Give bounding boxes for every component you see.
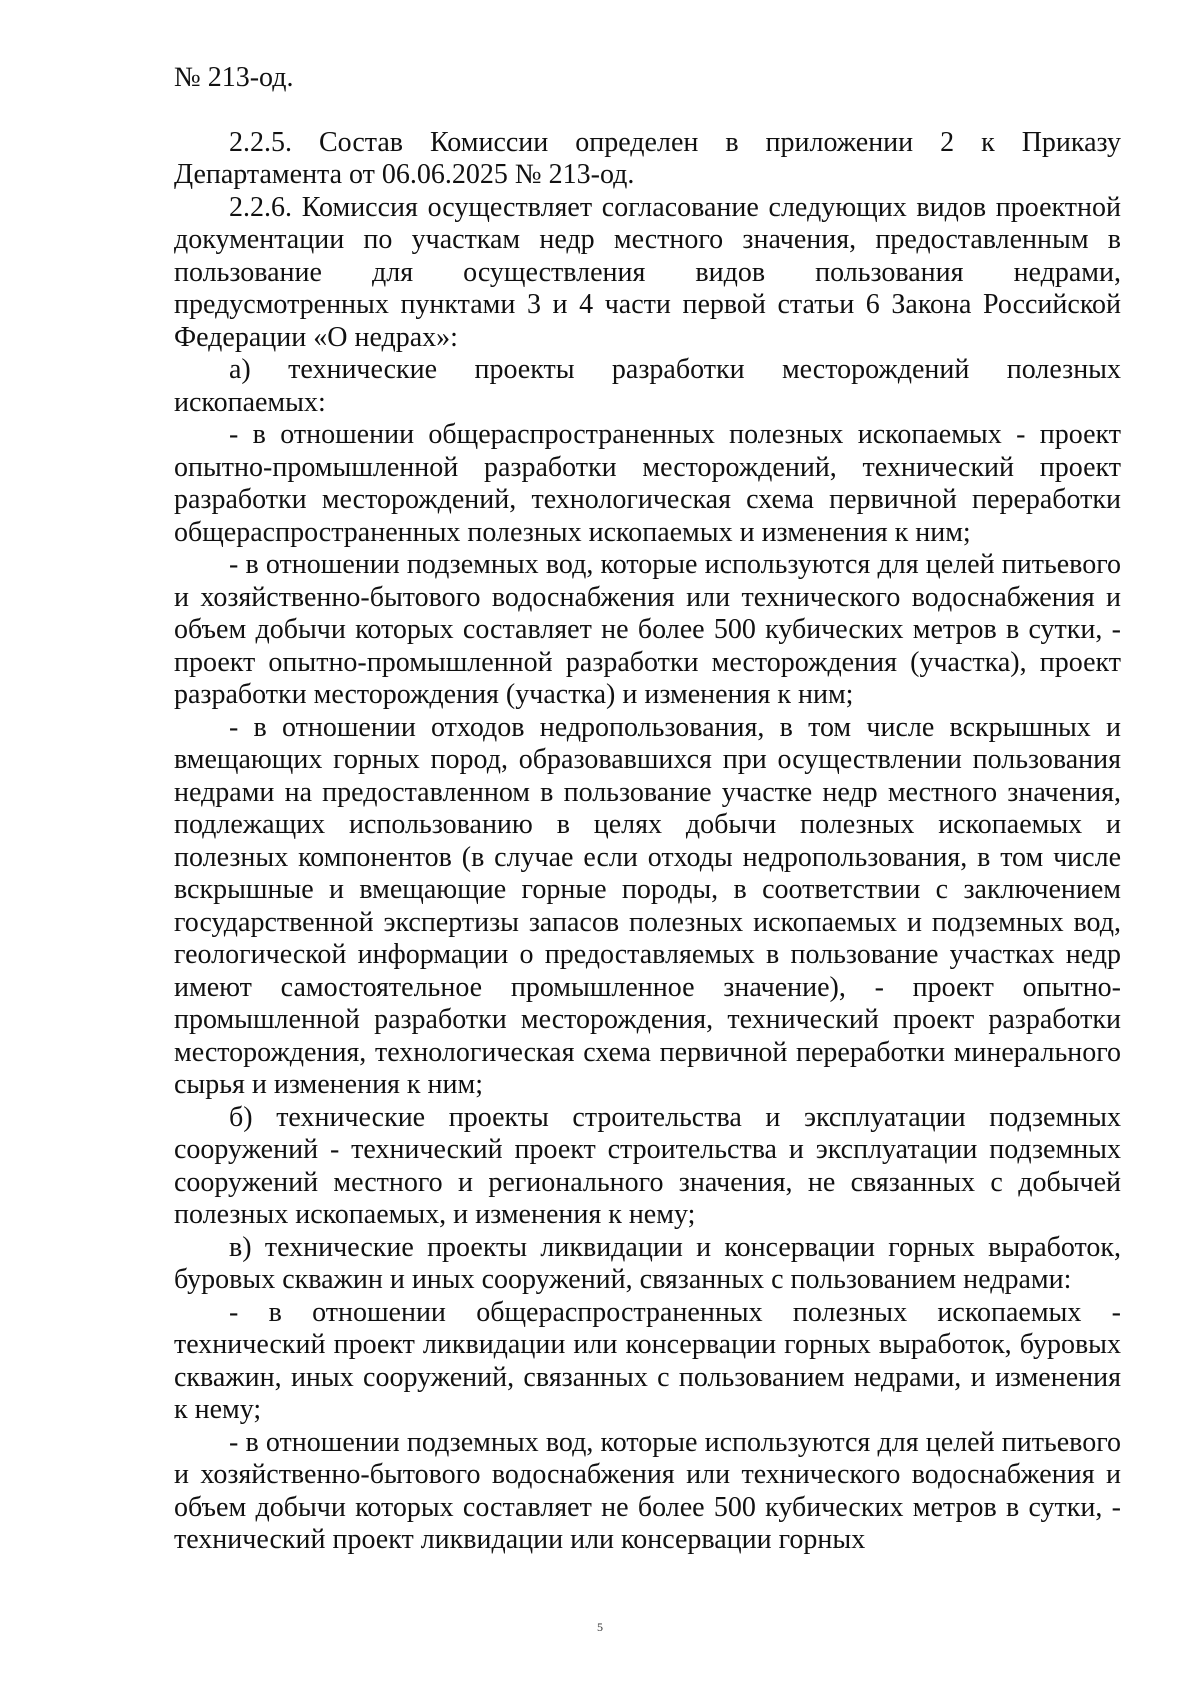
subitem-a-common-minerals: - в отношении общераспространенных полезных ископаемых - проект опытно-промышленной разработки месторождений, технический проект разработки месторождений, технологическая схема первичной переработки общераспространенных полезных ископаемых и изменения к ним; bbox=[174, 419, 1121, 548]
subitem-a-waste: - в отношении отходов недропользования, в том числе вскрышных и вмещающих горных пород, образовавшихся при осуществлении пользования недрами на предоставленном в пользование участке недр местного значения, подлежащих использованию в целях добычи полезных ископаемых и полезных компонентов (в случае если отходы недропользования, в том числе вскрышные и вмещающие горные породы, в соответствии с заключением государственной экспертизы запасов полезных ископаемых и подземных вод, геологической информации о предоставляемых в пользование участках недр имеют самостоятельное промышленное значение), - проект опытно-промышленной разработки месторождения, технический проект разработки месторождения, технологическая схема первичной переработки минерального сырья и изменения к ним; bbox=[174, 711, 1121, 1100]
subitem-a-groundwater: - в отношении подземных вод, которые используются для целей питьевого и хозяйственно-бытового водоснабжения или технического водоснабжения и объем добычи которых составляет не более 500 кубических метров в сутки, - проект опытно-промышленной разработки месторождения (участка), проект разработки месторождения (участка) и изменения к ним; bbox=[174, 549, 1121, 710]
subitem-v-common-minerals: - в отношении общераспространенных полезных ископаемых - технический проект ликвидации или консервации горных выработок, буровых скважин, иных сооружений, связанных с пользованием недрами, и изменения к нему; bbox=[174, 1296, 1121, 1425]
paragraph-2-2-6: 2.2.6. Комиссия осуществляет согласование следующих видов проектной документации по участкам недр местного значения, предоставленным в пользование для осуществления видов пользования недрами, предусмотренных пунктами 3 и 4 части первой статьи 6 Закона Российской Федерации «О недрах»: bbox=[174, 191, 1121, 353]
order-number-continuation: № 213-од. bbox=[174, 62, 294, 93]
document-body bbox=[174, 62, 1121, 1557]
subitem-v-groundwater: - в отношении подземных вод, которые используются для целей питьевого и хозяйственно-бытового водоснабжения или технического водоснабжения и объем добычи которых составляет не более 500 кубических метров в сутки, - технический проект ликвидации или консервации горных bbox=[174, 1426, 1121, 1555]
subitem-b: б) технические проекты строительства и эксплуатации подземных сооружений - технический проект строительства и эксплуатации подземных сооружений местного и регионального значения, не связанных с добычей полезных ископаемых, и изменения к нему; bbox=[174, 1101, 1121, 1230]
subitem-v: в) технические проекты ликвидации и консервации горных выработок, буровых скважин и иных сооружений, связанных с пользованием недрами: bbox=[174, 1231, 1121, 1295]
paragraph-2-2-5: 2.2.5. Состав Комиссии определен в приложении 2 к Приказу Департамента от 06.06.2025 № 213-од. bbox=[174, 126, 1121, 190]
page-number: 5 bbox=[597, 1620, 603, 1634]
subitem-a: а) технические проекты разработки месторождений полезных ископаемых: bbox=[174, 354, 1121, 418]
